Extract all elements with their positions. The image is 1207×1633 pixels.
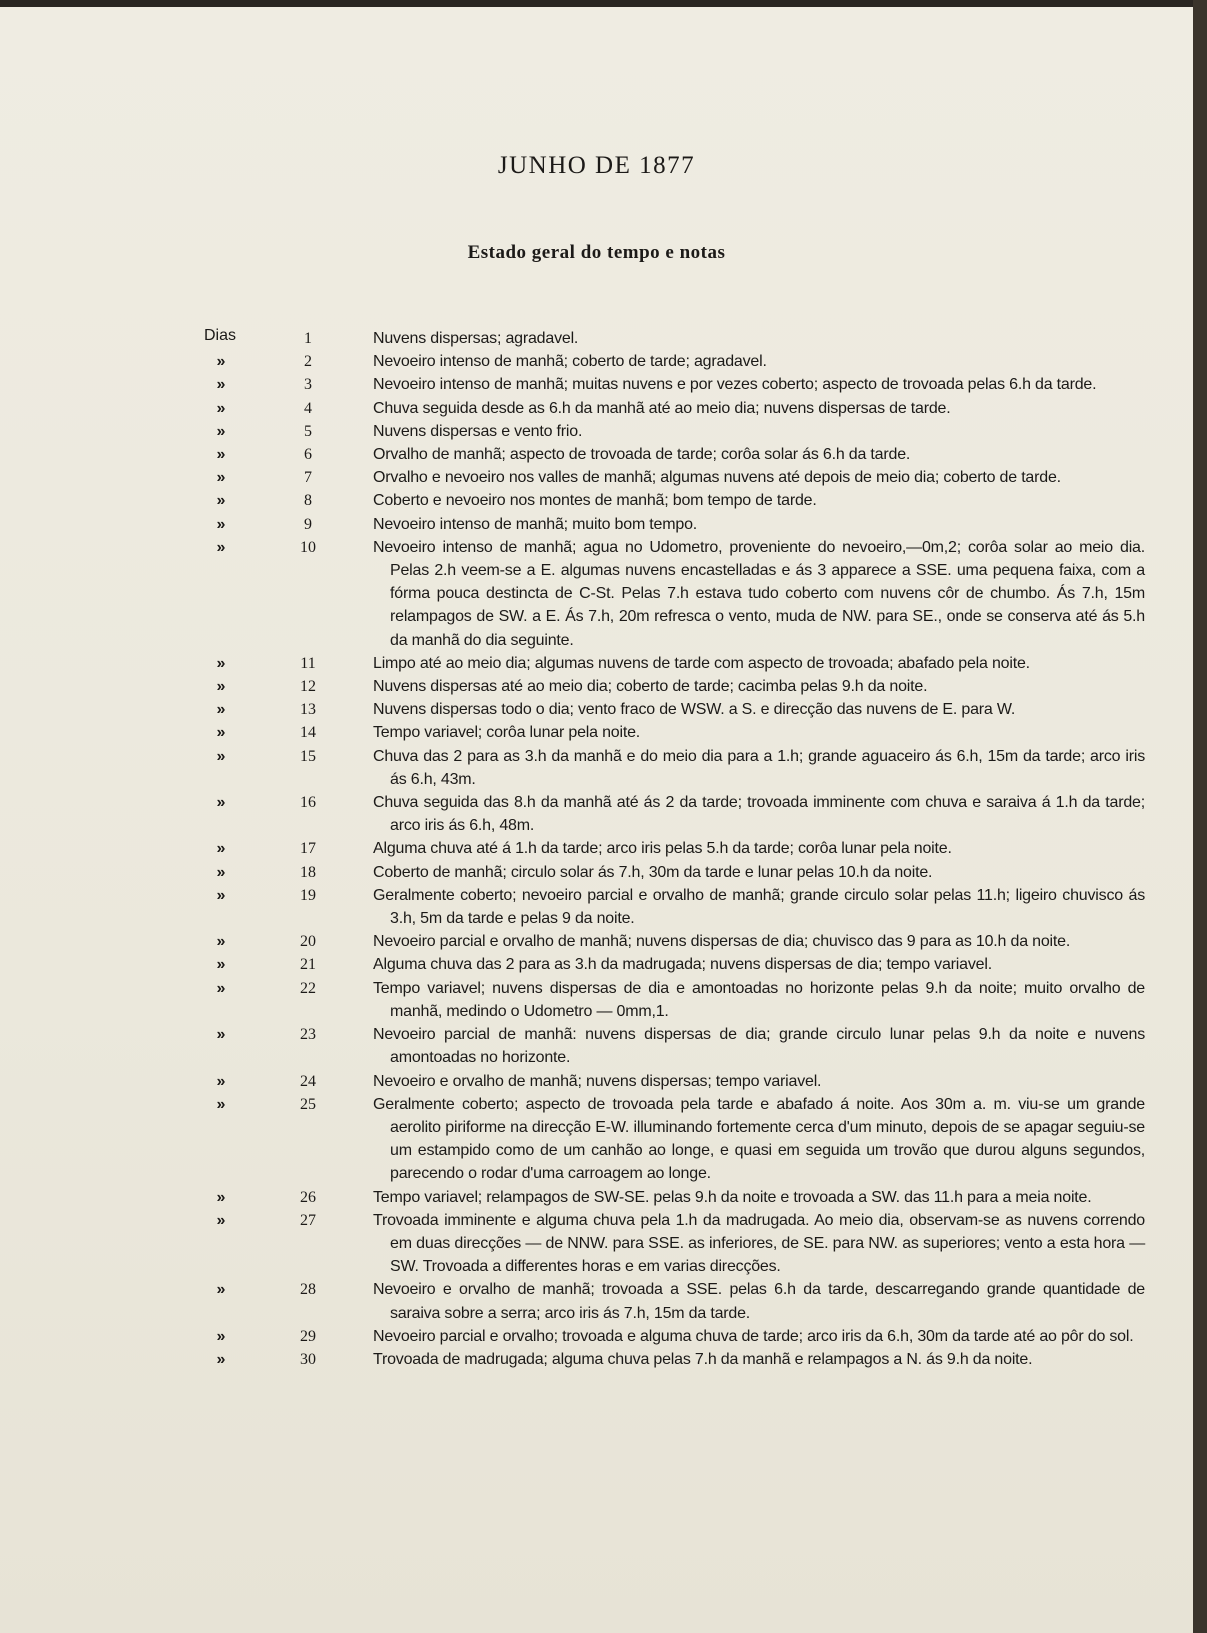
weather-note: Geralmente coberto; nevoeiro parcial e orvalho de manhã; grande circulo solar pelas 11.h; ligeiro chuvisco ás 3.h, 5m da tarde e pelas 9 da noite. <box>373 886 1145 928</box>
ditto-mark: » <box>216 863 226 881</box>
day-number: 23 <box>300 1026 316 1044</box>
day-number: 18 <box>300 863 316 881</box>
weather-note: Alguma chuva das 2 para as 3.h da madrugada; nuvens dispersas de dia; tempo variavel. <box>373 956 992 974</box>
day-number: 24 <box>300 1072 316 1090</box>
day-number: 25 <box>300 1095 316 1113</box>
day-number: 29 <box>300 1327 316 1345</box>
day-number: 7 <box>304 469 312 487</box>
weather-note: Chuva seguida desde as 6.h da manhã até ao meio dia; nuvens dispersas de tarde. <box>373 399 951 417</box>
ditto-mark: » <box>216 446 226 464</box>
weather-note: Nevoeiro parcial de manhã: nuvens dispersas de dia; grande circulo lunar pelas 9.h da noite e nuvens amontoadas no horizonte. <box>373 1026 1145 1067</box>
ditto-mark: » <box>216 515 226 533</box>
list-item <box>0 698 1193 721</box>
ditto-mark: » <box>216 1095 226 1113</box>
ditto-mark: » <box>216 422 226 440</box>
day-number: 4 <box>304 399 312 417</box>
ditto-mark: » <box>216 399 226 417</box>
ditto-mark: » <box>216 747 226 765</box>
weather-note: Trovoada imminente e alguma chuva pela 1.h da madrugada. Ao meio dia, observam-se as nuvens correndo em duas direcções — de NNW. para SSE. as inferiores, de SE. para NW. as superiores; vento a esta hora — SW. Trovoada a differentes horas e em varias direcções. <box>373 1211 1145 1276</box>
weather-note: Limpo até ao meio dia; algumas nuvens de tarde com aspecto de trovoada; abafado pela noite. <box>373 654 1030 672</box>
list-item <box>0 397 1193 420</box>
day-number: 6 <box>304 446 312 464</box>
weather-note: Tempo variavel; corôa lunar pela noite. <box>373 724 641 742</box>
weather-note: Chuva seguida das 8.h da manhã até ás 2 da tarde; trovoada imminente com chuva e saraiva á 1.h da tarde; arco iris ás 6.h, 48m. <box>373 794 1145 835</box>
weather-note: Nuvens dispersas e vento frio. <box>373 422 583 440</box>
list-item <box>0 513 1193 536</box>
day-number: 11 <box>300 654 316 672</box>
day-number: 14 <box>300 724 316 742</box>
weather-note: Nevoeiro intenso de manhã; agua no Udometro, proveniente do nevoeiro,—0m,2; corôa solar ao meio dia. Pelas 2.h veem-se a E. algumas nuvens encastelladas e ás 3 apparece a SSE. uma pequena faixa, com a fórma pouca destincta de C-St. Pelas 7.h estava tudo coberto com nuvens côr de chumbo. Ás 7.h, 15m relampagos de SW. a E. Ás 7.h, 20m refresca o vento, muda de NW. para SE., onde se conserva até ás 5.h da manhã do dia seguinte. <box>373 538 1145 649</box>
list-item <box>0 1348 1193 1371</box>
weather-note: Alguma chuva até á 1.h da tarde; arco iris pelas 5.h da tarde; corôa lunar pela noite. <box>373 840 952 858</box>
weather-note: Nevoeiro e orvalho de manhã; trovoada a SSE. pelas 6.h da tarde, descarregando grande quantidade de saraiva sobre a serra; arco iris ás 7.h, 15m da tarde. <box>373 1281 1145 1322</box>
weather-note: Tempo variavel; relampagos de SW-SE. pelas 9.h da noite e trovoada a SW. das 11.h para a meia noite. <box>373 1188 1092 1206</box>
list-item <box>0 745 1193 791</box>
day-number: 12 <box>300 678 316 696</box>
weather-note: Nevoeiro intenso de manhã; muito bom tempo. <box>373 515 698 533</box>
list-item <box>0 837 1193 860</box>
list-item <box>0 977 1193 1023</box>
list-item <box>0 675 1193 698</box>
day-number: 9 <box>304 515 312 533</box>
list-item <box>0 1093 1193 1186</box>
list-item <box>0 350 1193 373</box>
day-number: 30 <box>300 1350 316 1368</box>
ditto-mark: » <box>216 1211 226 1229</box>
day-number: 5 <box>304 422 312 440</box>
ditto-mark: » <box>216 886 226 904</box>
weather-note: Nevoeiro intenso de manhã; muitas nuvens e por vezes coberto; aspecto de trovoada pelas 6.h da tarde. <box>373 376 1097 394</box>
scan-top-edge <box>0 0 1207 7</box>
list-item <box>0 930 1193 953</box>
day-number: 20 <box>300 933 316 951</box>
page-subtitle: Estado geral do tempo e notas <box>467 242 726 263</box>
list-item <box>0 443 1193 466</box>
list-item <box>0 466 1193 489</box>
list-item <box>0 884 1193 930</box>
list-item <box>0 1023 1193 1069</box>
weather-note: Nuvens dispersas até ao meio dia; coberto de tarde; cacimba pelas 9.h da noite. <box>373 678 928 696</box>
list-item <box>0 536 1193 652</box>
ditto-mark: » <box>216 979 226 997</box>
day-number: 1 <box>304 330 312 347</box>
day-number: 19 <box>300 886 316 904</box>
ditto-mark: » <box>216 678 226 696</box>
ditto-mark: » <box>216 724 226 742</box>
list-item <box>0 373 1193 396</box>
weather-note: Nuvens dispersas todo o dia; vento fraco de WSW. a S. e direcção das nuvens de E. para W. <box>373 701 1016 719</box>
ditto-mark: » <box>216 701 226 719</box>
list-item <box>0 1186 1193 1209</box>
list-item <box>0 1325 1193 1348</box>
weather-note: Nevoeiro e orvalho de manhã; nuvens dispersas; tempo variavel. <box>373 1072 822 1090</box>
ditto-mark: » <box>216 492 226 510</box>
list-item <box>0 791 1193 837</box>
list-item <box>0 1209 1193 1279</box>
weather-note: Chuva das 2 para as 3.h da manhã e do meio dia para a 1.h; grande aguaceiro ás 6.h, 15m da tarde; arco iris ás 6.h, 43m. <box>373 747 1145 788</box>
weather-note: Orvalho de manhã; aspecto de trovoada de tarde; corôa solar ás 6.h da tarde. <box>373 446 911 464</box>
ditto-mark: » <box>216 1188 226 1206</box>
weather-note: Nevoeiro parcial e orvalho de manhã; nuvens dispersas de dia; chuvisco das 9 para as 10.h da noite. <box>373 933 1071 951</box>
weather-note: Tempo variavel; nuvens dispersas de dia e amontoadas no horizonte pelas 9.h da noite; muito orvalho de manhã, medindo o Udometro — 0mm,1. <box>373 979 1145 1020</box>
weather-note: Geralmente coberto; aspecto de trovoada pela tarde e abafado á noite. Aos 30m a. m. viu-se um grande aerolito piriforme na direcção E-W. illuminando fortemente cerca d'um minuto, depois de se apagar seguiu-se um estampido como de um canhão ao longe, e quasi em seguida um trovão que durou alguns segundos, parecendo o rodar d'uma carroagem ao longe. <box>373 1095 1145 1183</box>
day-number: 21 <box>300 956 316 974</box>
day-number: 27 <box>300 1211 316 1229</box>
list-item <box>0 1278 1193 1324</box>
list-item <box>0 327 1193 350</box>
day-number: 13 <box>300 701 316 719</box>
day-number: 8 <box>304 492 312 510</box>
scan-right-edge <box>1193 0 1207 1633</box>
ditto-mark: » <box>216 840 226 858</box>
list-item <box>0 420 1193 443</box>
day-number: 16 <box>300 794 316 812</box>
list-item <box>0 861 1193 884</box>
weather-note: Coberto e nevoeiro nos montes de manhã; bom tempo de tarde. <box>373 492 817 510</box>
day-number: 3 <box>304 376 312 394</box>
weather-note: Nevoeiro intenso de manhã; coberto de tarde; agradavel. <box>373 353 767 371</box>
list-item <box>0 721 1193 744</box>
day-number: 17 <box>300 840 316 858</box>
day-number: 28 <box>300 1281 316 1299</box>
dias-column-label: Dias <box>204 327 237 344</box>
ditto-mark: » <box>216 1350 226 1368</box>
list-item <box>0 1070 1193 1093</box>
weather-note: Trovoada de madrugada; alguma chuva pelas 7.h da manhã e relampagos a N. ás 9.h da noite. <box>373 1350 1033 1368</box>
ditto-mark: » <box>216 1026 226 1044</box>
list-item <box>0 953 1193 976</box>
ditto-mark: » <box>216 376 226 394</box>
day-number: 15 <box>300 747 316 765</box>
document-page <box>0 7 1193 1633</box>
ditto-mark: » <box>216 1327 226 1345</box>
ditto-mark: » <box>216 956 226 974</box>
page-title: JUNHO DE 1877 <box>497 152 696 179</box>
list-item <box>0 652 1193 675</box>
weather-note: Orvalho e nevoeiro nos valles de manhã; algumas nuvens até depois de meio dia; coberto de tarde. <box>373 469 1061 487</box>
ditto-mark: » <box>216 1281 226 1299</box>
day-number: 26 <box>300 1188 316 1206</box>
weather-note: Nevoeiro parcial e orvalho; trovoada e alguma chuva de tarde; arco iris da 6.h, 30m da tarde até ao pôr do sol. <box>373 1327 1134 1345</box>
day-number: 22 <box>300 979 316 997</box>
ditto-mark: » <box>216 933 226 951</box>
ditto-mark: » <box>216 654 226 672</box>
weather-note: Coberto de manhã; circulo solar ás 7.h, 30m da tarde e lunar pelas 10.h da noite. <box>373 863 933 881</box>
ditto-mark: » <box>216 794 226 812</box>
ditto-mark: » <box>216 1072 226 1090</box>
list-item <box>0 489 1193 512</box>
day-number: 2 <box>304 353 312 371</box>
ditto-mark: » <box>216 353 226 371</box>
weather-note: Nuvens dispersas; agradavel. <box>373 330 579 347</box>
ditto-mark: » <box>216 538 226 556</box>
day-number: 10 <box>300 538 316 556</box>
ditto-mark: » <box>216 469 226 487</box>
weather-notes-list <box>0 327 1193 1371</box>
